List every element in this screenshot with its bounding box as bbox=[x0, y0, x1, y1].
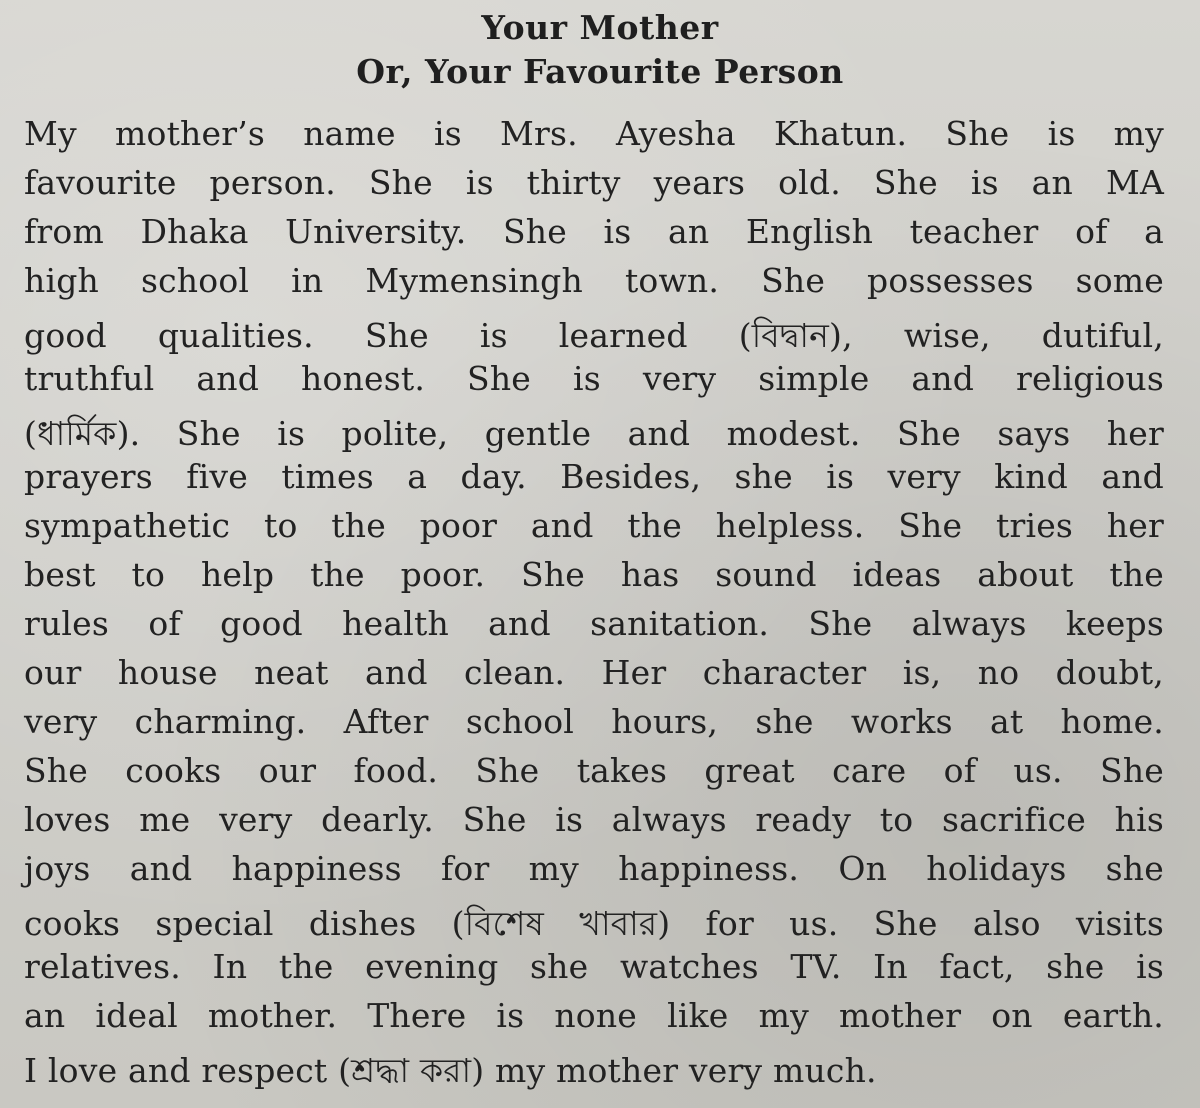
text-line: loves me very dearly. She is always ready to sacrifice his bbox=[24, 800, 1164, 839]
text-line: an ideal mother. There is none like my mother on earth. bbox=[24, 996, 1164, 1035]
text-line: cooks special dishes (বিশেষ খাবার) for us. She also visits bbox=[24, 904, 1164, 943]
text-line: truthful and honest. She is very simple and religious bbox=[24, 359, 1164, 398]
page-title: Your Mother bbox=[481, 8, 719, 47]
text-line: My mother’s name is Mrs. Ayesha Khatun. She is my bbox=[24, 114, 1164, 153]
text-line: joys and happiness for my happiness. On holidays she bbox=[24, 849, 1164, 888]
text-line: best to help the poor. She has sound ideas about the bbox=[24, 555, 1164, 594]
text-line: (ধার্মিক). She is polite, gentle and modest. She says her bbox=[24, 414, 1164, 453]
text-line: sympathetic to the poor and the helpless. She tries her bbox=[24, 506, 1164, 545]
text-line: good qualities. She is learned (বিদ্বান), wise, dutiful, bbox=[24, 316, 1164, 355]
text-line: our house neat and clean. Her character is, no doubt, bbox=[24, 653, 1164, 692]
page-subtitle: Or, Your Favourite Person bbox=[356, 52, 844, 91]
text-line: I love and respect (শ্রদ্ধা করা) my mother very much. bbox=[24, 1051, 877, 1090]
text-line: rules of good health and sanitation. She always keeps bbox=[24, 604, 1164, 643]
text-line: prayers five times a day. Besides, she is very kind and bbox=[24, 457, 1164, 496]
text-line: from Dhaka University. She is an English teacher of a bbox=[24, 212, 1164, 251]
text-line: very charming. After school hours, she works at home. bbox=[24, 702, 1164, 741]
text-line: high school in Mymensingh town. She possesses some bbox=[24, 261, 1164, 300]
text-line: relatives. In the evening she watches TV. In fact, she is bbox=[24, 947, 1164, 986]
heading-block bbox=[0, 6, 1200, 94]
text-line: She cooks our food. She takes great care of us. She bbox=[24, 751, 1164, 790]
text-line: favourite person. She is thirty years old. She is an MA bbox=[24, 163, 1164, 202]
paragraph bbox=[24, 114, 1164, 1104]
